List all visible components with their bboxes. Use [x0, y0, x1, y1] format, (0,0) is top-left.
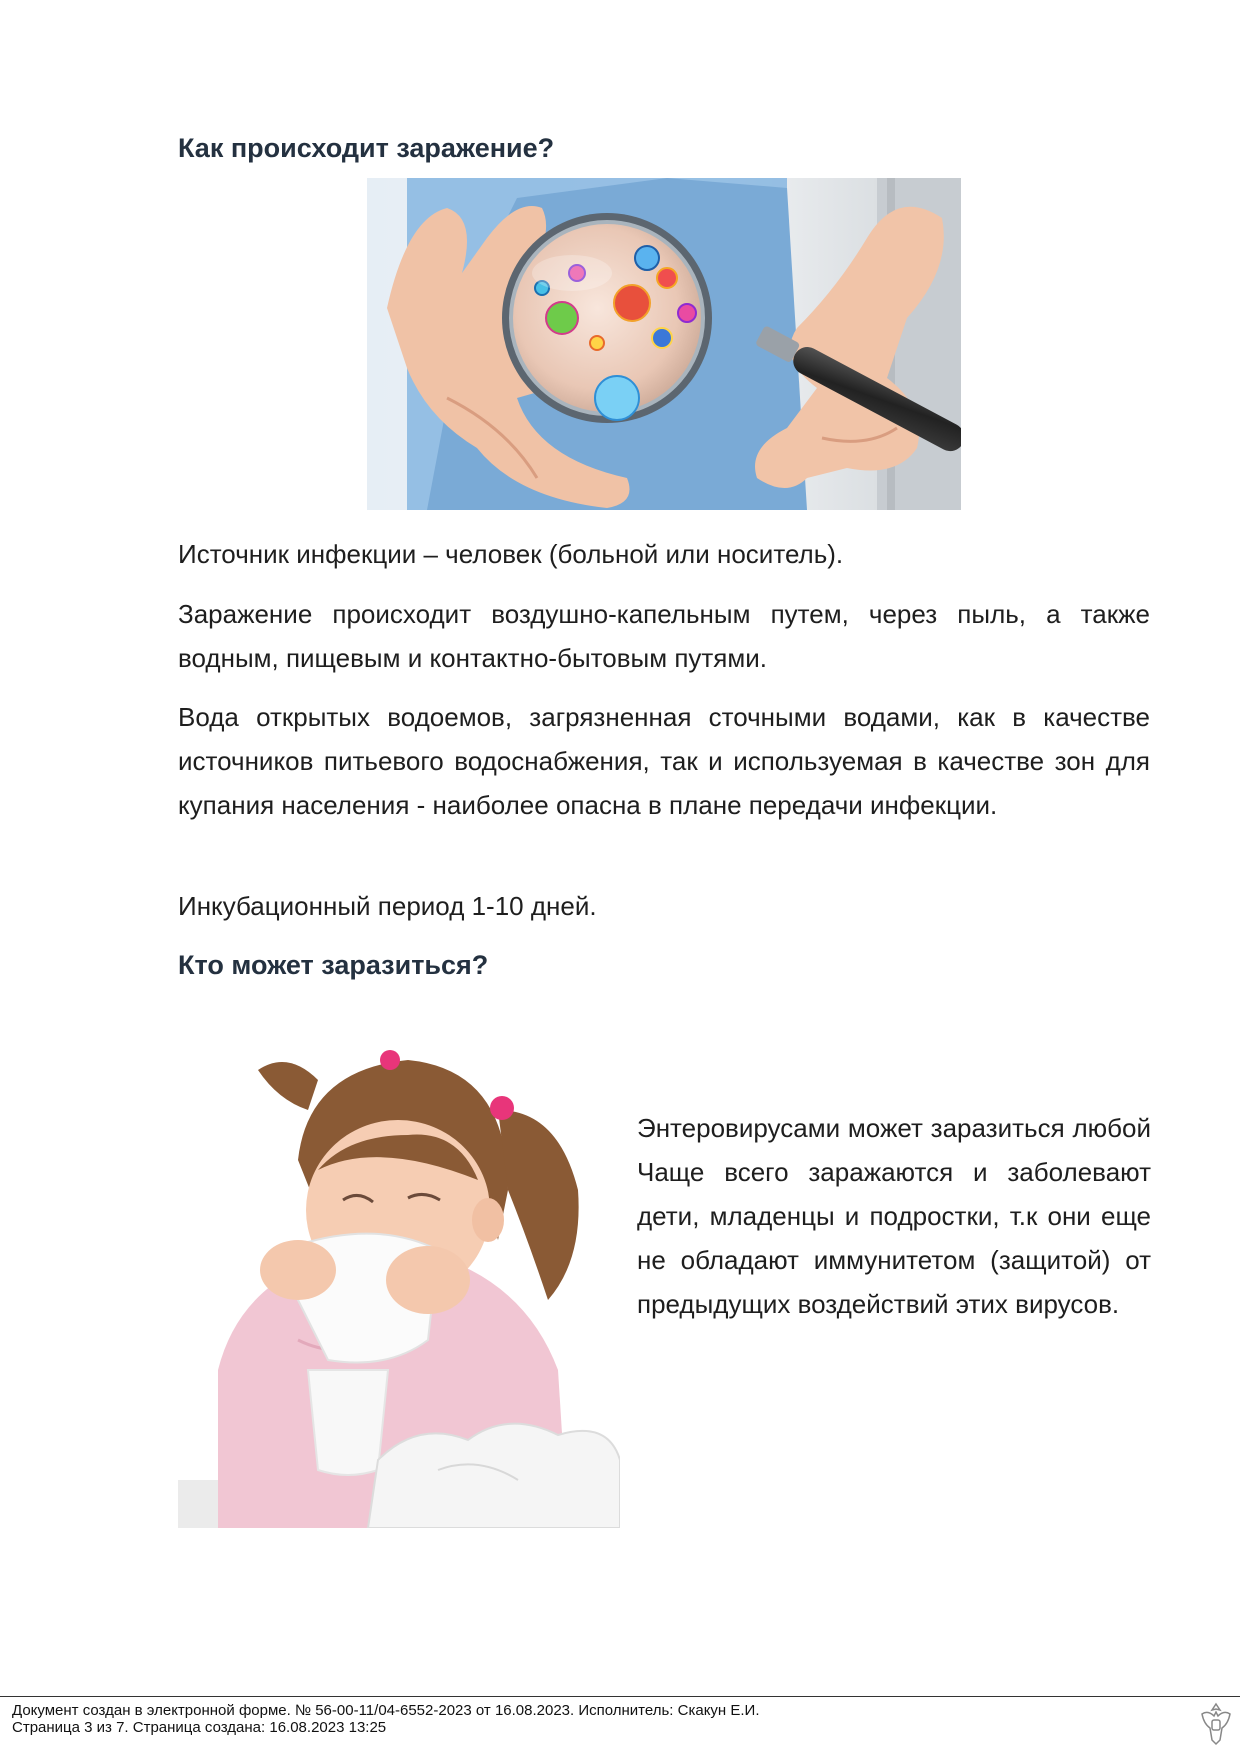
footer-line-2: Страница 3 из 7. Страница создана: 16.08.2023 13:25 [12, 1719, 387, 1736]
footer-divider [0, 1696, 1240, 1697]
paragraph-water: Вода открытых водоемов, загрязненная сточными водами, как в качестве источников питьевого водоснабжения, так и используемая в качестве зон для купания населения - наиболее опасна в плане передачи инфекции. [178, 702, 1150, 820]
magnifier-viruses-image [367, 178, 961, 510]
coat-of-arms-icon [1196, 1700, 1236, 1748]
paragraph-source: Источник инфекции – человек (больной или носитель). [178, 539, 844, 569]
footer-line-1: Документ создан в электронной форме. № 56-00-11/04-6552-2023 от 16.08.2023. Исполнитель: Скакун Е.И. [12, 1702, 760, 1719]
sneezing-child-image [178, 1040, 620, 1528]
section-heading-who: Кто может заразиться? [178, 950, 489, 980]
paragraph-who-can-get-infected: Энтеровирусами может заразиться любой Чаще всего заражаются и заболевают дети, младенцы и подростки, т.к они еще не обладают иммунитетом (защитой) от предыдущих воздействий этих вирусов. [637, 1113, 1151, 1319]
paragraph-transmission: Заражение происходит воздушно-капельным путем, через пыль, а также водным, пищевым и контактно-бытовым путями. [178, 599, 1150, 673]
document-footer [12, 1702, 760, 1736]
section-heading-infection: Как происходит заражение? [178, 133, 555, 163]
paragraph-incubation: Инкубационный период 1-10 дней. [178, 891, 597, 921]
